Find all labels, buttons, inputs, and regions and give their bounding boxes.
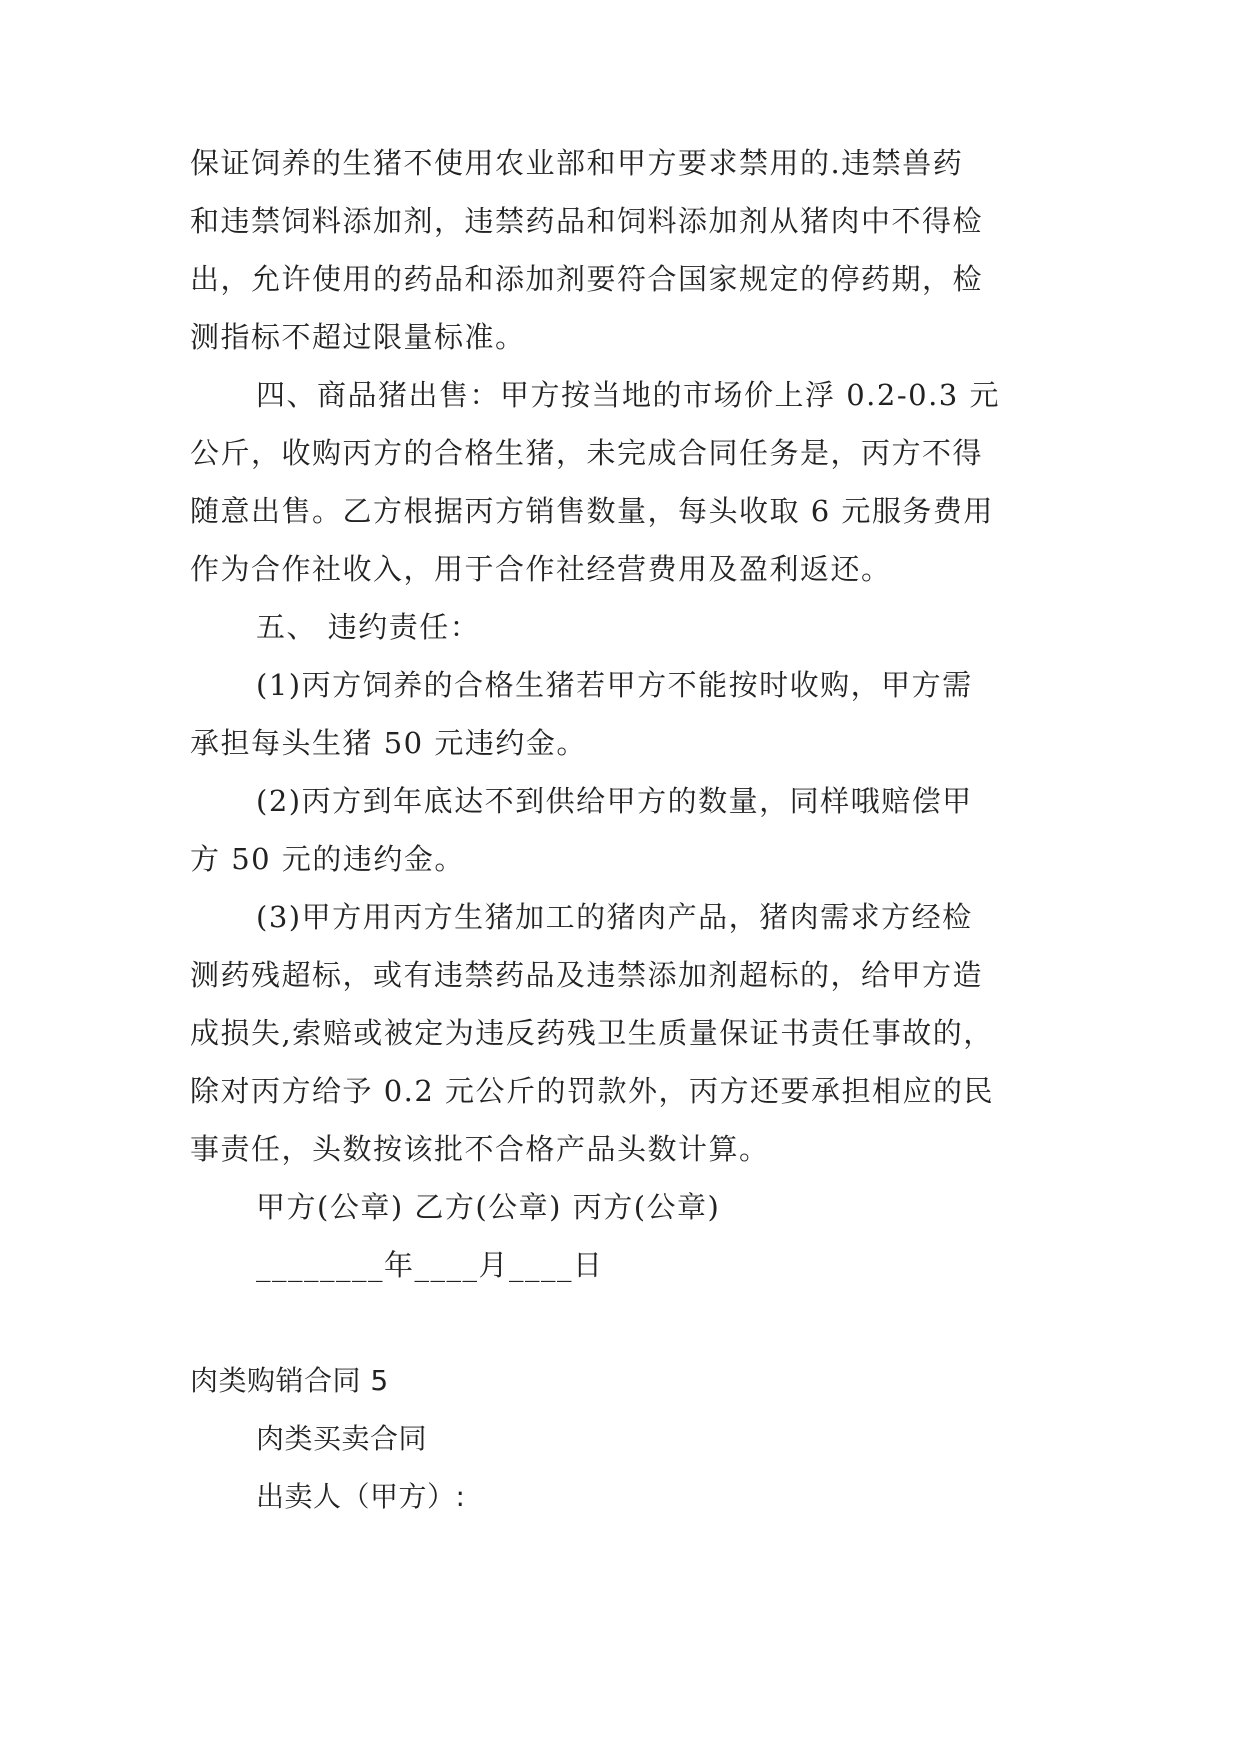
- paragraph-line: 作为合作社收入，用于合作社经营费用及盈利返还。: [190, 552, 892, 586]
- paragraph-line: 事责任，头数按该批不合格产品头数计算。: [190, 1132, 770, 1166]
- paragraph-line: 测指标不超过限量标准。: [190, 320, 526, 354]
- signature-parties: 甲方(公章) 乙方(公章) 丙方(公章): [256, 1190, 721, 1224]
- contract-subtitle: 肉类买卖合同: [256, 1422, 428, 1455]
- paragraph-line: 方 50 元的违约金。: [190, 842, 465, 876]
- paragraph-line: 承担每头生猪 50 元违约金。: [190, 726, 587, 760]
- paragraph-line: 公斤，收购丙方的合格生猪，未完成合同任务是，丙方不得: [190, 436, 984, 470]
- paragraph-line: 保证饲养的生猪不使用农业部和甲方要求禁用的.违禁兽药: [190, 146, 964, 180]
- paragraph-line: 随意出售。乙方根据丙方销售数量，每头收取 6 元服务费用: [190, 494, 994, 528]
- paragraph-line: 除对丙方给予 0.2 元公斤的罚款外，丙方还要承担相应的民: [190, 1074, 995, 1108]
- clause-3: (3)甲方用丙方生猪加工的猪肉产品，猪肉需求方经检: [256, 900, 973, 934]
- paragraph-line: 测药残超标，或有违禁药品及违禁添加剂超标的，给甲方造: [190, 958, 984, 992]
- paragraph-line: 出，允许使用的药品和添加剂要符合国家规定的停药期，检: [190, 262, 984, 296]
- clause-1: (1)丙方饲养的合格生猪若甲方不能按时收购，甲方需: [256, 668, 973, 702]
- paragraph-line: 成损失,索赔或被定为违反药残卫生质量保证书责任事故的，: [190, 1016, 994, 1050]
- seller-label: 出卖人（甲方）:: [256, 1480, 466, 1513]
- clause-2: (2)丙方到年底达不到供给甲方的数量，同样哦赔偿甲: [256, 784, 973, 818]
- section-four-heading: 四、商品猪出售：甲方按当地的市场价上浮 0.2-0.3 元: [256, 378, 1000, 412]
- signature-date: ________年____月____日: [256, 1248, 604, 1282]
- paragraph-line: 和违禁饲料添加剂，违禁药品和饲料添加剂从猪肉中不得检: [190, 204, 984, 238]
- section-five-heading: 五、 违约责任：: [256, 610, 481, 644]
- contract-title: 肉类购销合同 5: [190, 1364, 389, 1397]
